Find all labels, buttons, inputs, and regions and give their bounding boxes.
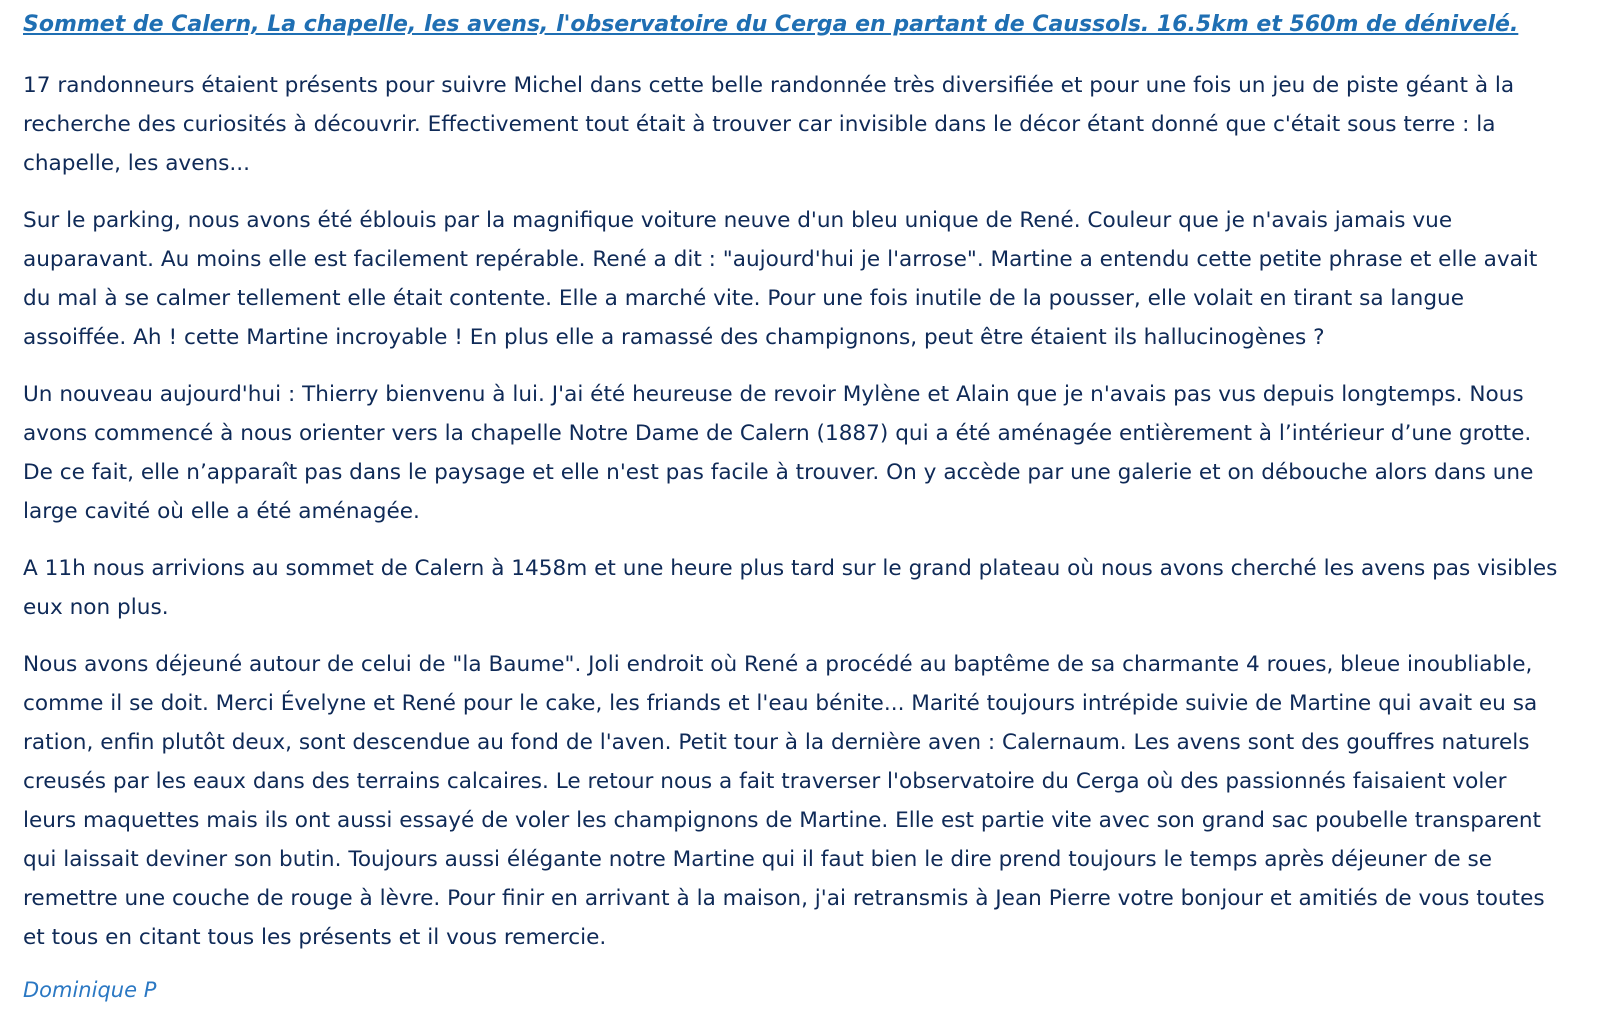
article-paragraph-1: 17 randonneurs étaient présents pour suivre Michel dans cette belle randonnée très diversifiée et pour une fois un jeu de piste géant à la recherche des curiosités à découvrir. Effectivement tout était à trouver car invisible dans le décor étant donné que c'était sous terre : la chapelle, les avens... <box>23 73 1515 176</box>
author-signature: Dominique P <box>23 978 157 1002</box>
article-paragraph-2: Sur le parking, nous avons été éblouis par la magnifique voiture neuve d'un bleu unique de René. Couleur que je n'avais jamais vue auparavant. Au moins elle est facilement repérable. René a dit : "aujourd'hui je l'arrose". Martine a entendu cette petite phrase et elle avait du mal à se calmer tellement elle était contente. Elle a marché vite. Pour une fois inutile de la pousser, elle volait en tirant sa langue assoiffée. Ah ! cette Martine incroyable ! En plus elle a ramassé des champignons, peut être étaient ils hallucinogènes ? <box>23 208 1538 350</box>
article-paragraph-4: A 11h nous arrivions au sommet de Calern à 1458m et une heure plus tard sur le grand plateau où nous avons cherché les avens pas visibles eux non plus. <box>23 556 1558 620</box>
article-title-link[interactable]: Sommet de Calern, La chapelle, les avens, l'observatoire du Cerga en partant de Caussols. 16.5km et 560m de dénivelé. <box>23 12 1519 37</box>
article-paragraph-5: Nous avons déjeuné autour de celui de "la Baume". Joli endroit où René a procédé au baptême de sa charmante 4 roues, bleue inoubliable, comme il se doit. Merci Évelyne et René pour le cake, les friands et l'eau bénite... Marité toujours intrépide suivie de Martine qui avait eu sa ration, enfin plutôt deux, sont descendue au fond de l'aven. Petit tour à la dernière aven : Calernaum. Les avens sont des gouffres naturels creusés par les eaux dans des terrains calcaires. Le retour nous a fait traverser l'observatoire du Cerga où des passionnés faisaient voler leurs maquettes mais ils ont aussi essayé de voler les champignons de Martine. Elle est partie vite avec son grand sac poubelle transparent qui laissait deviner son butin. Toujours aussi élégante notre Martine qui il faut bien le dire prend toujours le temps après déjeuner de se remettre une couche de rouge à lèvre. Pour finir en arrivant à la maison, j'ai retransmis à Jean Pierre votre bonjour et amitiés de vous toutes et tous en citant tous les présents et il vous remercie. <box>23 652 1545 950</box>
article-paragraph-3: Un nouveau aujourd'hui : Thierry bienvenu à lui. J'ai été heureuse de revoir Mylène et Alain que je n'avais pas vus depuis longtemps. Nous avons commencé à nous orienter vers la chapelle Notre Dame de Calern (1887) qui a été aménagée entièrement à l’intérieur d’une grotte. De ce fait, elle n’apparaît pas dans le paysage et elle n'est pas facile à trouver. On y accède par une galerie et on débouche alors dans une large cavité où elle a été aménagée. <box>23 382 1534 524</box>
